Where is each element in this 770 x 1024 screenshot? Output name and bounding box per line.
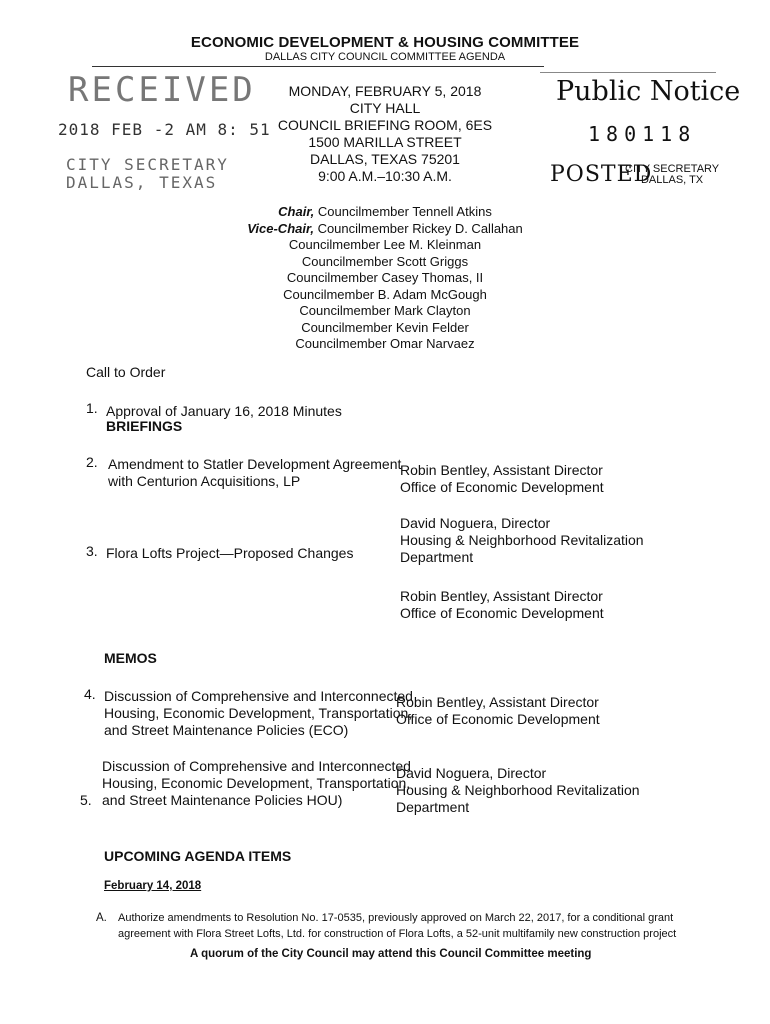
received-stamp-line2: DALLAS, TEXAS	[66, 173, 218, 192]
member-name: Councilmember Casey Thomas, II	[286, 270, 484, 285]
committee-title: ECONOMIC DEVELOPMENT & HOUSING COMMITTEE	[190, 34, 580, 51]
meeting-room: COUNCIL BRIEFING ROOM, 6ES	[277, 117, 493, 133]
chair-name: Councilmember Tennell Atkins	[317, 204, 492, 219]
item3-presenter-a	[400, 515, 644, 566]
item3-presenter-a-dept2: Department	[400, 549, 474, 565]
meeting-city: DALLAS, TEXAS 75201	[310, 151, 460, 167]
posted-secretary-line2: DALLAS, TX	[640, 174, 704, 186]
committee-members	[230, 204, 540, 353]
item4-text	[104, 688, 413, 739]
meeting-street: 1500 MARILLA STREET	[308, 134, 462, 150]
upcoming-item-a-line1: Authorize amendments to Resolution No. 17-0535, previously approved on March 22, 2017, for a conditional grant	[118, 912, 674, 924]
received-stamp-datetime: 2018 FEB -2 AM 8: 51	[58, 120, 271, 139]
item2-line2: with Centurion Acquisitions, LP	[108, 473, 301, 489]
received-stamp-line1: CITY SECRETARY	[66, 155, 229, 174]
item4-presenter	[396, 694, 600, 728]
item1-number: 1.	[86, 400, 98, 416]
item4-presenter-dept: Office of Economic Development	[396, 711, 600, 727]
item5-text	[102, 758, 411, 809]
call-to-order: Call to Order	[86, 364, 166, 380]
upcoming-date: February 14, 2018	[104, 880, 202, 892]
upcoming-item-a	[118, 910, 678, 942]
upcoming-item-a-line2: agreement with Flora Street Lofts, Ltd. for construction of Flora Lofts, a 52-unit multifamily new construction project	[118, 928, 677, 940]
item4-presenter-name: Robin Bentley, Assistant Director	[396, 694, 599, 710]
member-name: Councilmember Kevin Felder	[301, 319, 469, 335]
vice-chair-label: Vice-Chair,	[247, 220, 314, 236]
header-rule	[92, 66, 544, 67]
member-name: Councilmember Mark Clayton	[299, 303, 471, 318]
member-name: Councilmember Scott Griggs	[301, 253, 469, 269]
item5-line2: Housing, Economic Development, Transportation,	[102, 775, 411, 791]
item5-presenter-dept: Housing & Neighborhood Revitalization	[396, 782, 640, 798]
member-name: Councilmember Omar Narvaez	[295, 336, 475, 351]
item3-presenter-b-name: Robin Bentley, Assistant Director	[400, 588, 603, 604]
header-rule-right	[540, 72, 716, 73]
item2-number: 2.	[86, 454, 98, 470]
public-notice-number: 180118	[588, 122, 697, 146]
item5-number: 5.	[80, 792, 92, 808]
item3-presenter-b	[400, 588, 604, 622]
item4-line2: Housing, Economic Development, Transportation,	[104, 705, 413, 721]
received-stamp-word: RECEIVED	[68, 70, 256, 110]
item3-text: Flora Lofts Project—Proposed Changes	[106, 545, 354, 561]
vice-chair-name: Councilmember Rickey D. Callahan	[317, 220, 523, 236]
vice-chair-line	[230, 221, 540, 238]
received-stamp-office	[66, 156, 229, 192]
posted-secretary	[625, 164, 719, 186]
upcoming-item-a-label: A.	[96, 912, 107, 924]
public-notice-title: Public Notice	[556, 76, 741, 107]
item5-presenter-dept2: Department	[396, 799, 470, 815]
item4-number: 4.	[84, 686, 96, 702]
item4-line3: and Street Maintenance Policies (ECO)	[104, 722, 349, 738]
meeting-time: 9:00 A.M.–10:30 A.M.	[318, 168, 452, 184]
item2-presenter-name: Robin Bentley, Assistant Director	[400, 462, 603, 478]
meeting-place: CITY HALL	[349, 100, 421, 116]
item2-text	[108, 456, 401, 490]
item5-line1: Discussion of Comprehensive and Interconnected	[102, 758, 411, 774]
item5-presenter-name: David Noguera, Director	[396, 765, 547, 781]
member-name: Councilmember Lee M. Kleinman	[288, 237, 482, 252]
memos-heading: MEMOS	[104, 650, 157, 666]
chair-label: Chair,	[278, 204, 315, 219]
meeting-date: MONDAY, FEBRUARY 5, 2018	[288, 83, 482, 99]
item2-presenter	[400, 462, 604, 496]
item3-presenter-a-name: David Noguera, Director	[400, 515, 551, 531]
item2-presenter-dept: Office of Economic Development	[400, 479, 604, 495]
item3-presenter-a-dept: Housing & Neighborhood Revitalization	[400, 532, 644, 548]
chair-line	[230, 204, 540, 221]
item5-presenter	[396, 765, 640, 816]
briefings-heading: BRIEFINGS	[106, 418, 183, 434]
member-name: Councilmember B. Adam McGough	[283, 286, 487, 302]
meeting-info	[260, 83, 510, 185]
item2-line1: Amendment to Statler Development Agreement	[108, 456, 402, 472]
item1-text: Approval of January 16, 2018 Minutes	[106, 403, 342, 419]
agenda-subtitle: DALLAS CITY COUNCIL COMMITTEE AGENDA	[264, 51, 506, 63]
item3-number: 3.	[86, 543, 98, 559]
quorum-notice: A quorum of the City Council may attend this Council Committee meeting	[190, 948, 592, 960]
upcoming-heading: UPCOMING AGENDA ITEMS	[104, 848, 292, 864]
item5-line3: and Street Maintenance Policies HOU)	[102, 792, 343, 808]
item3-presenter-b-dept: Office of Economic Development	[400, 605, 604, 621]
posted-label: POSTED	[550, 162, 653, 187]
posted-secretary-line1: CITY SECRETARY	[625, 163, 720, 175]
item4-line1: Discussion of Comprehensive and Interconnected	[104, 688, 413, 704]
